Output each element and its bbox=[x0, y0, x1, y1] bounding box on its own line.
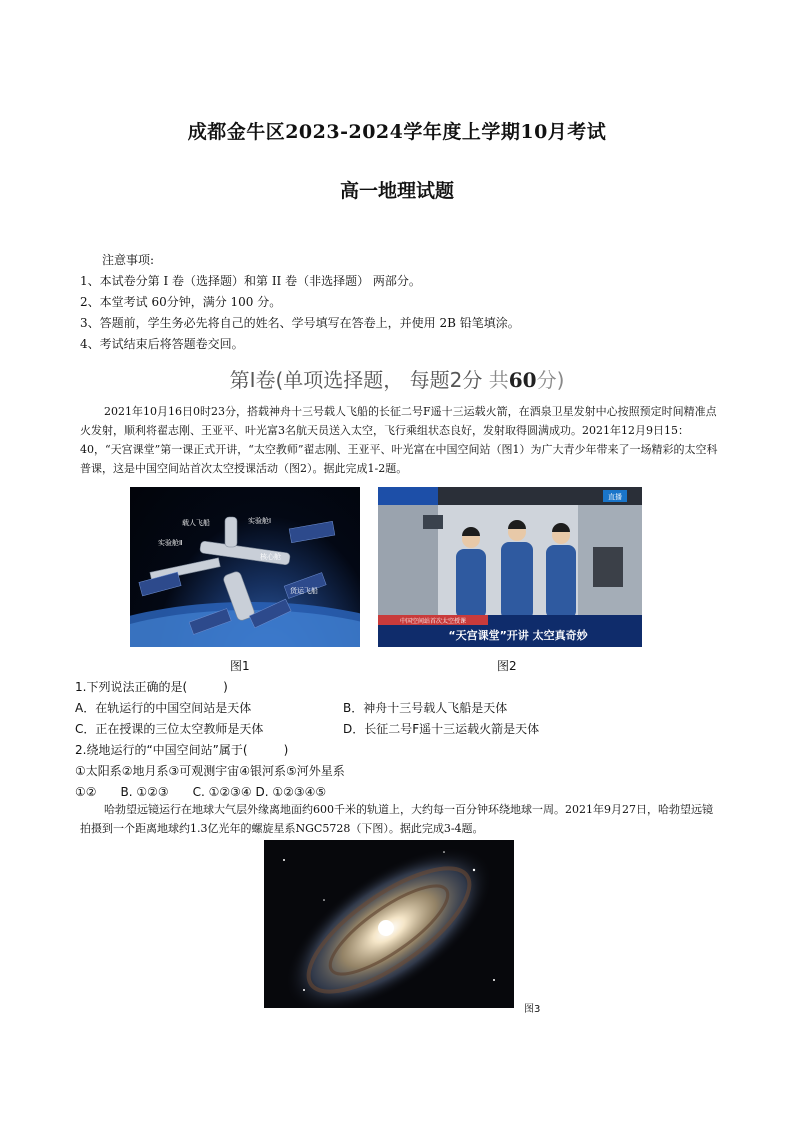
section-title-part1: 第Ⅰ卷(单项选择题， bbox=[229, 368, 404, 392]
question-2-items: ①太阳系②地月系③可观测宇宙④银河系⑤河外星系 bbox=[75, 764, 345, 778]
q1-option-a[interactable]: A．在轨运行的中国空间站是天体 bbox=[75, 701, 252, 715]
fig2-corner-badge: 直播 bbox=[608, 493, 622, 501]
space-class-photo bbox=[378, 487, 642, 647]
section-title-part2: 每题2分 bbox=[409, 368, 483, 392]
section-title-part5: 分) bbox=[536, 368, 565, 392]
fig1-label-crew-ship: 载人飞船 bbox=[182, 519, 210, 527]
section-title-part4: 60 bbox=[508, 368, 537, 392]
question-1-options bbox=[75, 698, 539, 740]
passage-2: 哈勃望远镜运行在地球大气层外缘离地面约600千米的轨道上，大约每一百分钟环绕地球一周。2021年9月27日，哈勃望远镜拍摄到一个距离地球约1.3亿光年的螺旋星系NGC5728（下图）。据此完成3-4题。 bbox=[80, 803, 713, 835]
question-2-choices[interactable]: ①② B. ①②③ C. ①②③④ D. ①②③④⑤ bbox=[75, 785, 327, 799]
figure-2-caption: 图2 bbox=[497, 659, 517, 673]
notes-item-3: 3、答题前，学生务必先将自己的姓名、学号填写在答卷上，并使用 2B 铅笔填涂。 bbox=[80, 316, 520, 330]
figure-2-image bbox=[378, 487, 642, 647]
space-station-illustration bbox=[130, 487, 360, 647]
exam-subtitle: 高一地理试题 bbox=[339, 180, 454, 202]
q1-option-c[interactable]: C．正在授课的三位太空教师是天体 bbox=[75, 722, 264, 736]
figure-3-caption: 图3 bbox=[524, 1004, 541, 1015]
galaxy-ngc5728-photo bbox=[264, 840, 514, 1008]
notes-title: 注意事项: bbox=[102, 253, 155, 267]
notes-item-2: 2、本堂考试 60分钟，满分 100 分。 bbox=[80, 295, 282, 309]
passage-1: 2021年10月16日0时23分，搭载神舟十三号载人飞船的长征二号F遥十三运载火箭，在酒泉卫星发射中心按照预定时间精准点火发射，顺利将翟志刚、王亚平、叶光富3名航天员送入太空，飞行乘组状态良好，发射取得圆满成功。2021年12月9日15：40，“天宫课堂”第一课正式开讲，“太空教师”翟志刚、王亚平、叶光富在中国空间站（图1）为广大青少年带来了一场精彩的太空科普课，这是中国空间站首次太空授课活动（图2）。据此完成1-2题。 bbox=[80, 405, 718, 475]
notes-item-4: 4、考试结束后将答题卷交回。 bbox=[80, 337, 244, 351]
fig2-banner-main: “天宫课堂”开讲 太空真奇妙 bbox=[448, 629, 588, 642]
question-2-stem: 2.绕地运行的“中国空间站”属于( ) bbox=[75, 743, 289, 757]
fig1-label-lab1: 实验舱Ⅰ bbox=[248, 517, 272, 525]
figure-3-image bbox=[264, 840, 514, 1008]
notes-item-1: 1、本试卷分第 I 卷（选择题）和第 II 卷（非选择题） 两部分。 bbox=[80, 274, 421, 288]
q1-option-d[interactable]: D．长征二号F遥十三运载火箭是天体 bbox=[343, 722, 540, 736]
fig1-label-lab2: 实验舱Ⅱ bbox=[158, 539, 183, 547]
fig1-label-cargo: 货运飞船 bbox=[290, 587, 318, 595]
question-1-stem: 1.下列说法正确的是( ) bbox=[75, 680, 228, 694]
section-title-part3: 共 bbox=[488, 368, 509, 392]
figure-1-image bbox=[130, 487, 360, 647]
fig2-banner-small: 中国空间站首次太空授课 bbox=[399, 618, 467, 625]
q1-option-b[interactable]: B．神舟十三号载人飞船是天体 bbox=[343, 701, 508, 715]
figure-1-caption: 图1 bbox=[230, 659, 250, 673]
section-title bbox=[0, 364, 794, 393]
fig1-label-core: 核心舱 bbox=[260, 553, 281, 561]
notes-block bbox=[80, 250, 520, 355]
exam-title: 成都金牛区2023-2024学年度上学期10月考试 bbox=[187, 121, 607, 143]
